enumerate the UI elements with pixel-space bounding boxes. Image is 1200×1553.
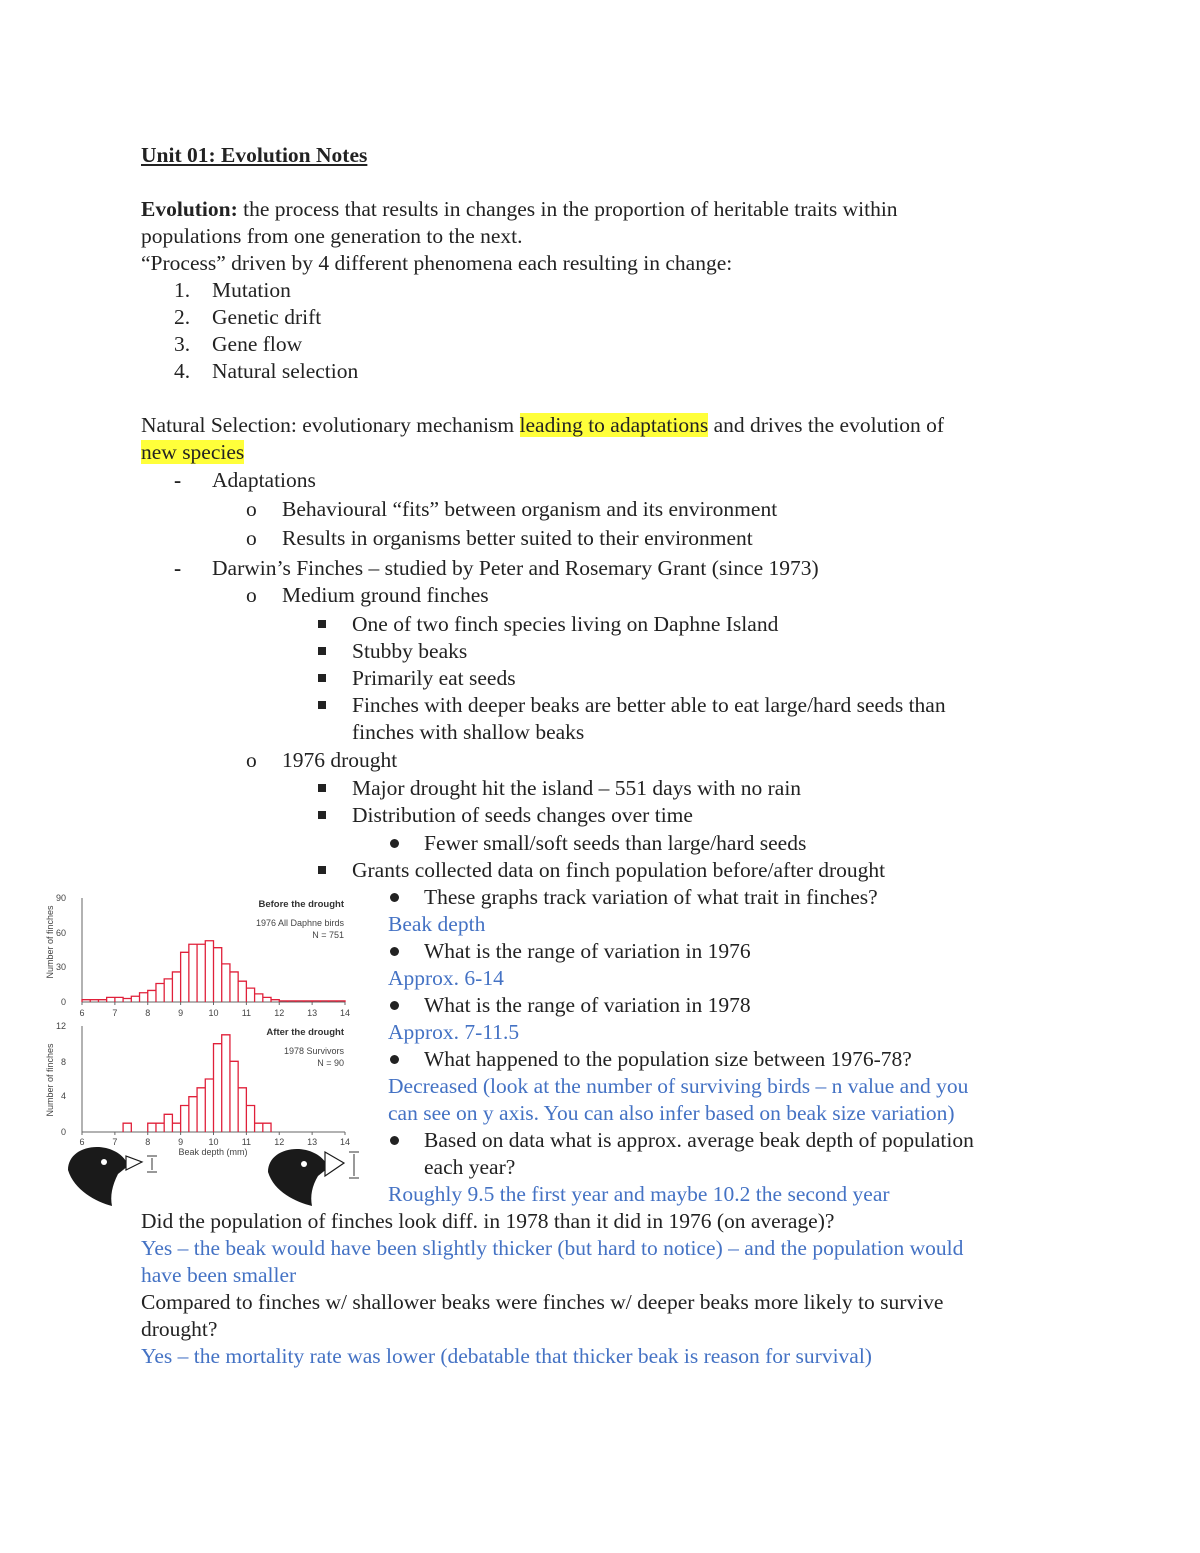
list-number: 4.: [174, 359, 191, 383]
drought-label: 1976 drought: [282, 748, 398, 772]
list-number: 3.: [174, 332, 191, 356]
question-continued: drought?: [141, 1317, 218, 1341]
x-tick-label: 11: [241, 1137, 252, 1147]
chart2-histogram-outline: [123, 1035, 271, 1132]
square-bullet: [318, 811, 326, 819]
finch-fact: Primarily eat seeds: [352, 666, 516, 690]
question: What is the range of variation in 1976: [424, 939, 751, 963]
chart2-ylabel: Number of finches: [45, 1043, 55, 1117]
x-tick-label: 6: [79, 1008, 85, 1018]
chart1-x-ticks: [79, 1002, 350, 1018]
dot-bullet: [390, 1001, 399, 1010]
x-tick-label: 11: [241, 1008, 252, 1018]
natural-selection-line1: [141, 412, 944, 439]
list-number: 2.: [174, 305, 191, 329]
natural-selection-line2: [141, 439, 244, 466]
chart1-histogram-outline: [82, 941, 345, 1002]
medium-ground-finches: Medium ground finches: [282, 583, 489, 607]
dot-bullet: [390, 893, 399, 902]
x-tick-label: 9: [178, 1137, 184, 1147]
list-text: Mutation: [212, 278, 291, 302]
drought-fact: Distribution of seeds changes over time: [352, 803, 693, 827]
square-bullet: [318, 784, 326, 792]
darwins-finches-label: Darwin’s Finches – studied by Peter and Rosemary Grant (since 1973): [212, 556, 819, 580]
finch-deep-beak-illustration: [268, 1149, 359, 1206]
o-bullet: o: [246, 526, 257, 550]
x-tick-label: 6: [79, 1137, 85, 1147]
natural-selection-text: Natural Selection: evolutionary mechanism: [141, 413, 520, 437]
square-bullet: [318, 620, 326, 628]
dot-bullet: [390, 947, 399, 956]
question: What happened to the population size between 1976-78?: [424, 1047, 912, 1071]
answer-continued: have been smaller: [141, 1263, 297, 1287]
question: Did the population of finches look diff. in 1978 than it did in 1976 (on average)?: [141, 1209, 835, 1233]
answer: Decreased (look at the number of surviving birds – n value and you: [388, 1074, 969, 1098]
finch-fact: Stubby beaks: [352, 639, 468, 663]
dot-bullet: [390, 1055, 399, 1064]
chart1-ylabel: Number of finches: [45, 905, 55, 979]
x-tick-label: 7: [112, 1008, 118, 1018]
evolution-definition-line2: populations from one generation to the next.: [141, 224, 523, 248]
chart1-subtitle: 1976 All Daphne birds: [255, 918, 344, 928]
evolution-definition-text: the process that results in changes in the proportion of heritable traits within: [237, 197, 898, 221]
chart2-title: After the drought: [266, 1027, 344, 1038]
o-bullet: o: [246, 497, 257, 521]
chart2-y-tick: 12: [55, 1021, 66, 1031]
x-tick-label: 12: [274, 1137, 285, 1147]
finch-fact: One of two finch species living on Daphne Island: [352, 612, 779, 636]
dash-bullet: -: [174, 556, 182, 580]
chart2-y-tick: 8: [60, 1057, 66, 1067]
finch-shallow-beak-illustration: [68, 1147, 157, 1206]
square-bullet: [318, 866, 326, 874]
chart2-xlabel: Beak depth (mm): [178, 1147, 248, 1157]
question-continued: each year?: [424, 1155, 516, 1179]
square-bullet: [318, 701, 326, 709]
adaptations-label: Adaptations: [212, 468, 316, 492]
answer: Yes – the beak would have been slightly thicker (but hard to notice) – and the population would: [141, 1236, 964, 1260]
evolution-definition-line1: [141, 196, 898, 223]
answer: Beak depth: [388, 912, 486, 936]
adaptation-sub-item: Behavioural “fits” between organism and its environment: [282, 497, 778, 521]
highlight-new-species: new species: [141, 440, 245, 464]
o-bullet: o: [246, 583, 257, 607]
finch-fact: Finches with deeper beaks are better able to eat large/hard seeds than: [352, 693, 946, 717]
list-text: Natural selection: [212, 359, 359, 383]
x-tick-label: 12: [274, 1008, 285, 1018]
chart2-x-ticks: [79, 1132, 350, 1147]
highlight-adaptations: leading to adaptations: [519, 413, 709, 437]
adaptation-sub-item: Results in organisms better suited to their environment: [282, 526, 753, 550]
list-number: 1.: [174, 278, 191, 302]
process-statement: “Process” driven by 4 different phenomena each resulting in change:: [141, 251, 733, 275]
chart2-n-label: N = 90: [317, 1058, 344, 1068]
list-text: Gene flow: [212, 332, 303, 356]
natural-selection-text-end: and drives the evolution of: [708, 413, 945, 437]
chart1-y-tick: 90: [55, 893, 66, 903]
chart1-y-tick: 60: [55, 928, 66, 938]
dash-bullet: -: [174, 468, 182, 492]
grants-data: Grants collected data on finch population before/after drought: [352, 858, 886, 882]
question: Compared to finches w/ shallower beaks were finches w/ deeper beaks more likely to survive: [141, 1290, 944, 1314]
square-bullet: [318, 647, 326, 655]
chart1-y-tick: 0: [60, 997, 66, 1007]
x-tick-label: 9: [178, 1008, 184, 1018]
question: These graphs track variation of what trait in finches?: [424, 885, 878, 909]
seed-fact: Fewer small/soft seeds than large/hard seeds: [424, 831, 807, 855]
chart2-subtitle: 1978 Survivors: [283, 1046, 344, 1056]
question: What is the range of variation in 1978: [424, 993, 751, 1017]
evolution-term: Evolution:: [141, 197, 238, 221]
answer: Approx. 7-11.5: [388, 1020, 520, 1044]
chart1-y-tick: 30: [55, 962, 66, 972]
x-tick-label: 8: [145, 1008, 151, 1018]
x-tick-label: 8: [145, 1137, 151, 1147]
answer: Yes – the mortality rate was lower (debatable that thicker beak is reason for survival): [141, 1344, 872, 1368]
answer: Approx. 6-14: [388, 966, 504, 990]
x-tick-label: 14: [339, 1008, 351, 1018]
finch-fact-continued: finches with shallow beaks: [352, 720, 585, 744]
square-bullet: [318, 674, 326, 682]
x-tick-label: 10: [208, 1008, 219, 1018]
dot-bullet: [390, 1136, 399, 1145]
drought-fact: Major drought hit the island – 551 days with no rain: [352, 776, 802, 800]
answer: Roughly 9.5 the first year and maybe 10.2 the second year: [388, 1182, 890, 1206]
x-tick-label: 13: [307, 1137, 318, 1147]
list-text: Genetic drift: [212, 305, 322, 329]
chart2-y-tick: 4: [60, 1091, 66, 1101]
x-tick-label: 14: [339, 1137, 351, 1147]
page-title: Unit 01: Evolution Notes: [141, 143, 368, 167]
answer-continued: can see on y axis. You can also infer based on beak size variation): [388, 1101, 955, 1125]
question: Based on data what is approx. average beak depth of population: [424, 1128, 974, 1152]
chart2-y-tick: 0: [60, 1127, 66, 1137]
x-tick-label: 13: [307, 1008, 318, 1018]
o-bullet: o: [246, 748, 257, 772]
dot-bullet: [390, 839, 399, 848]
finch-histogram-figure: [40, 880, 360, 1210]
chart1-title: Before the drought: [258, 899, 344, 910]
x-tick-label: 10: [208, 1137, 219, 1147]
x-tick-label: 7: [112, 1137, 118, 1147]
chart1-n-label: N = 751: [312, 930, 344, 940]
